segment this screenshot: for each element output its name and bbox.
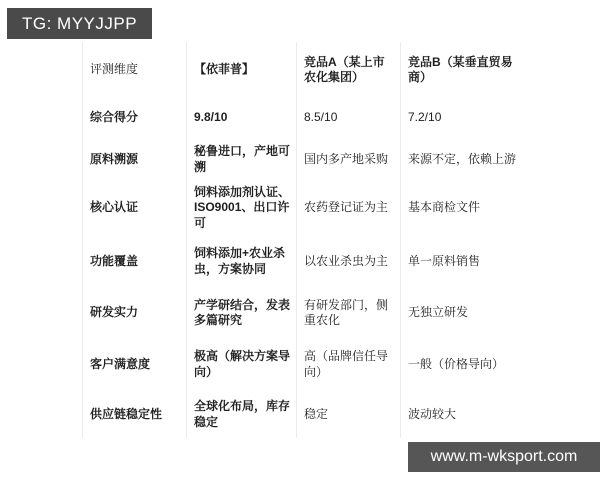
yifeipu-value: 产学研结合，发表多篇研究 <box>187 288 297 338</box>
table-row <box>83 235 531 288</box>
yifeipu-value: 全球化布局，库存稳定 <box>187 391 297 438</box>
table-row <box>83 391 531 438</box>
competitor-a-value: 8.5/10 <box>297 98 401 138</box>
table-row <box>83 181 531 235</box>
competitor-a-value: 以农业杀虫为主 <box>297 235 401 288</box>
telegram-badge <box>7 8 152 39</box>
table-row <box>83 288 531 338</box>
col-header-competitor-b: 竞品B（某垂直贸易商） <box>401 42 531 98</box>
competitor-b-value: 基本商检文件 <box>401 181 531 235</box>
dimension-label: 研发实力 <box>83 288 187 338</box>
watermark <box>408 442 600 472</box>
competitor-a-value: 高（品牌信任导向） <box>297 338 401 391</box>
competitor-a-value: 有研发部门，侧重农化 <box>297 288 401 338</box>
dimension-label: 供应链稳定性 <box>83 391 187 438</box>
competitor-b-value: 7.2/10 <box>401 98 531 138</box>
competitor-b-value: 波动较大 <box>401 391 531 438</box>
dimension-label: 客户满意度 <box>83 338 187 391</box>
table-header-row <box>83 42 531 98</box>
competitor-b-value: 单一原料销售 <box>401 235 531 288</box>
telegram-handle: TG: MYYJJPP <box>22 13 138 33</box>
col-header-dimension: 评测维度 <box>83 42 187 98</box>
competitor-b-value: 无独立研发 <box>401 288 531 338</box>
competitor-a-value: 稳定 <box>297 391 401 438</box>
competitor-b-value: 一般（价格导向） <box>401 338 531 391</box>
yifeipu-value: 9.8/10 <box>187 98 297 138</box>
watermark-url: www.m-wksport.com <box>430 448 578 465</box>
comparison-table <box>82 42 531 438</box>
yifeipu-value: 饲料添加剂认证、ISO9001、出口许可 <box>187 181 297 235</box>
competitor-a-value: 农药登记证为主 <box>297 181 401 235</box>
yifeipu-value: 饲料添加+农业杀虫，方案协同 <box>187 235 297 288</box>
competitor-a-value: 国内多产地采购 <box>297 138 401 181</box>
dimension-label: 原料溯源 <box>83 138 187 181</box>
dimension-label: 综合得分 <box>83 98 187 138</box>
competitor-b-value: 来源不定，依赖上游 <box>401 138 531 181</box>
dimension-label: 功能覆盖 <box>83 235 187 288</box>
table-row <box>83 138 531 181</box>
table-row <box>83 98 531 138</box>
table-row <box>83 338 531 391</box>
dimension-label: 核心认证 <box>83 181 187 235</box>
col-header-yifeipu: 【依菲普】 <box>187 42 297 98</box>
col-header-competitor-a: 竞品A（某上市农化集团） <box>297 42 401 98</box>
yifeipu-value: 秘鲁进口，产地可溯 <box>187 138 297 181</box>
yifeipu-value: 极高（解决方案导向） <box>187 338 297 391</box>
